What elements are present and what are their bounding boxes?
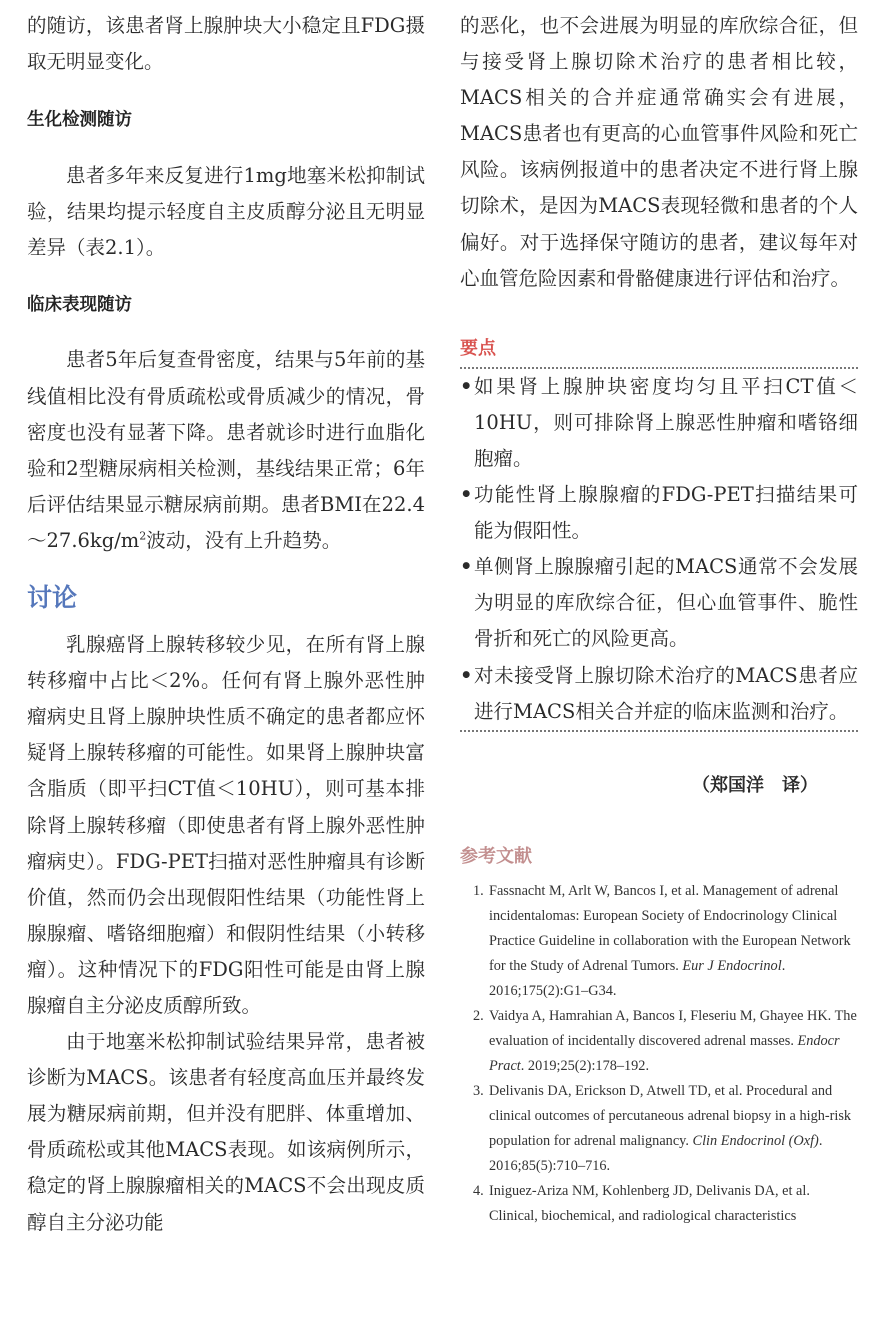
reference-journal: Endocr Pract	[489, 1032, 840, 1074]
references-list	[460, 879, 858, 1229]
bullet-icon: •	[460, 555, 473, 579]
paragraph-clinical	[27, 342, 425, 559]
paragraph-biochem: 患者多年来反复进行1mg地塞米松抑制试验，结果均提示轻度自主皮质醇分泌且无明显差异（表2.1）。	[27, 164, 425, 260]
reference-item	[460, 1079, 858, 1179]
key-point-item	[460, 549, 858, 657]
key-point-text: 如果肾上腺肿块密度均匀且平扫CT值＜10HU，则可排除肾上腺恶性肿瘤和嗜铬细胞瘤。	[474, 374, 858, 470]
paragraph-followup-end: 的随访，该患者肾上腺肿块大小稳定且FDG摄取无明显变化。	[27, 14, 425, 74]
reference-journal: Clin Endocrinol (Oxf)	[692, 1132, 819, 1149]
key-point-text: 单侧肾上腺腺瘤引起的MACS通常不会发展为明显的库欣综合征，但心血管事件、脆性骨折和死亡的风险更高。	[474, 555, 858, 651]
heading-clinical-followup: 临床表现随访	[27, 295, 132, 316]
reference-citation: . 2019;25(2):178–192.	[520, 1057, 650, 1074]
paragraph-clinical-tail: 波动，没有上升趋势。	[146, 528, 342, 552]
superscript-two: 2	[139, 529, 147, 543]
key-point-item	[460, 658, 858, 730]
key-points-box	[460, 367, 858, 732]
reference-text: Iniguez-Ariza NM, Kohlenberg JD, Delivanis DA, et al. Clinical, biochemical, and radiological characteristics	[489, 1182, 810, 1224]
paragraph-discussion-1: 乳腺癌肾上腺转移较少见，在所有肾上腺转移瘤中占比＜2%。任何有肾上腺外恶性肿瘤病史且肾上腺肿块性质不确定的患者都应怀疑肾上腺转移瘤的可能性。如果肾上腺肿块富含脂质（即平扫CT值＜10HU），则可基本排除肾上腺转移瘤（即使患者有肾上腺外恶性肿瘤病史）。FDG-PET扫描对恶性肿瘤具有诊断价值，然而仍会出现假阳性结果（功能性肾上腺腺瘤、嗜铬细胞瘤）和假阴性结果（小转移瘤）。这种情况下的FDG阳性可能是由肾上腺腺瘤自主分泌皮质醇所致。	[27, 633, 425, 1017]
left-column	[27, 0, 425, 1241]
reference-item	[460, 879, 858, 1004]
key-point-item	[460, 369, 858, 477]
reference-number: 2.	[473, 1007, 484, 1024]
reference-text: Vaidya A, Hamrahian A, Bancos I, Fleseriu M, Ghayee HK. The evaluation of incidentally discovered adrenal masses.	[489, 1007, 857, 1049]
paragraph-clinical-main: 患者5年后复查骨密度，结果与5年前的基线值相比没有骨质疏松或骨质减少的情况，骨密度也没有显著下降。患者就诊时进行血脂化验和2型糖尿病相关检测，基线结果正常；6年后评估结果显示糖尿病前期。患者BMI在22.4～27.6kg/m	[27, 348, 425, 552]
key-point-text: 功能性肾上腺腺瘤的FDG-PET扫描结果可能为假阳性。	[474, 483, 858, 543]
references-title: 参考文献	[460, 845, 532, 867]
reference-text: Delivanis DA, Erickson D, Atwell TD, et al. Procedural and clinical outcomes of percutaneous adrenal biopsy in a high-risk population for adrenal malignancy.	[489, 1082, 852, 1149]
paragraph-discussion-cont: 的恶化，也不会进展为明显的库欣综合征，但与接受肾上腺切除术治疗的患者相比较，MACS相关的合并症通常确实会有进展，MACS患者也有更高的心血管事件风险和死亡风险。该病例报道中的患者决定不进行肾上腺切除术，是因为MACS表现轻微和患者的个人偏好。对于选择保守随访的患者，建议每年对心血管危险因素和骨骼健康进行评估和治疗。	[460, 14, 858, 290]
reference-number: 3.	[473, 1082, 484, 1099]
reference-citation: . 2016;85(5):710–716.	[489, 1132, 823, 1174]
reference-text: Fassnacht M, Arlt W, Bancos I, et al. Management of adrenal incidentalomas: European Society of Endocrinology Clinical Practice Guideline in collaboration with the European Network for the Study of Adrenal Tumors.	[489, 882, 851, 974]
paragraph-discussion-2: 由于地塞米松抑制试验结果异常，患者被诊断为MACS。该患者有轻度高血压并最终发展为糖尿病前期，但并没有肥胖、体重增加、骨质疏松或其他MACS表现。如该病例所示，稳定的肾上腺腺瘤相关的MACS不会出现皮质醇自主分泌功能	[27, 1030, 425, 1234]
bullet-icon: •	[460, 374, 473, 398]
key-points-title: 要点	[460, 337, 496, 359]
reference-number: 4.	[473, 1182, 484, 1199]
key-points-list	[460, 369, 858, 730]
heading-biochem-followup: 生化检测随访	[27, 110, 132, 131]
reference-item	[460, 1004, 858, 1079]
reference-journal: Eur J Endocrinol	[682, 957, 782, 974]
heading-discussion: 讨论	[27, 583, 78, 613]
reference-item	[460, 1179, 858, 1229]
reference-number: 1.	[473, 882, 484, 899]
right-column	[460, 0, 858, 1229]
bullet-icon: •	[460, 663, 473, 687]
key-point-text: 对未接受肾上腺切除术治疗的MACS患者应进行MACS相关合并症的临床监测和治疗。	[474, 663, 858, 723]
bullet-icon: •	[460, 483, 473, 507]
key-point-item	[460, 477, 858, 549]
translator-credit: （郑国洋 译）	[692, 774, 818, 796]
reference-citation: . 2016;175(2):G1–G34.	[489, 957, 786, 999]
